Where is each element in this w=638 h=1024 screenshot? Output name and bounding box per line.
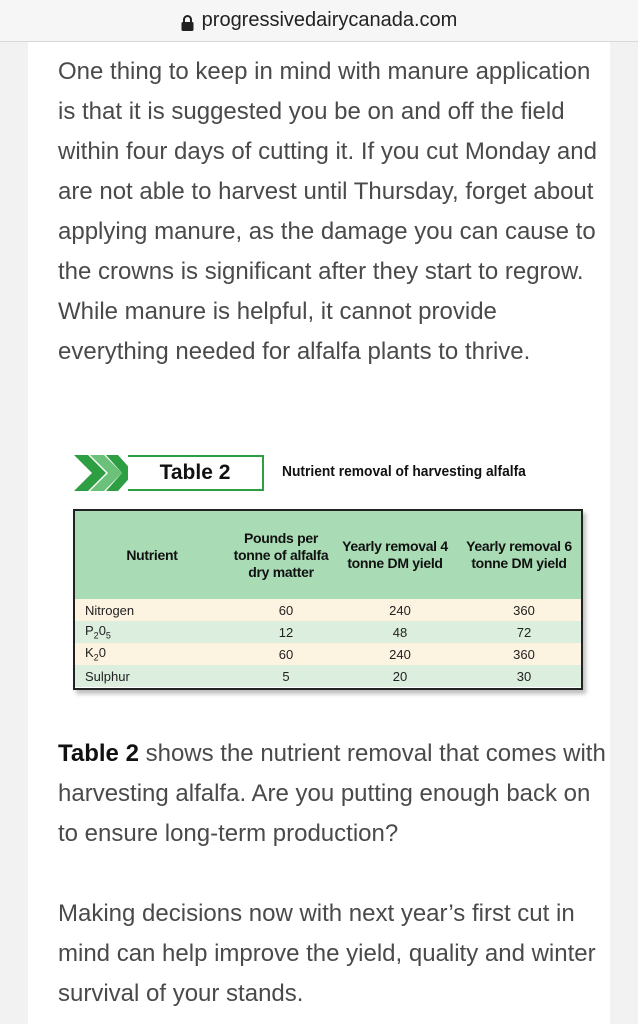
article-paragraph-3: Making decisions now with next year’s first cut in mind can help improve the yield, quality and winter survival of your stands. (58, 900, 596, 1007)
nutrient-name-mid: 0 (98, 623, 106, 639)
yield-4-value: 240 (333, 643, 457, 665)
nutrient-name (75, 643, 229, 665)
yield-6-value: 360 (457, 599, 581, 621)
nutrient-name-sub: 2 (93, 652, 99, 663)
yield-6-value: 72 (457, 621, 581, 643)
article-paragraph-1: One thing to keep in mind with manure application is that it is suggested you be on and off the field within four days of cutting it. If you cut Monday and are not able to harvest until Thursday, forget about applying manure, as the damage you can cause to the crowns is significant after they start to regrow. While manure is helpful, it cannot provide everything needed for alfalfa plants to thrive. (58, 58, 597, 365)
nutrient-name-sub: 2 (93, 630, 99, 641)
table-number-label: Table 2 (128, 455, 264, 491)
article-content (28, 42, 610, 1024)
table-row (75, 643, 581, 665)
table-row (75, 621, 581, 643)
per-tonne-value: 60 (229, 599, 333, 621)
nutrient-table (73, 509, 583, 690)
column-header-yield-4: Yearly removal 4 tonne DM yield (333, 511, 457, 599)
yield-4-value: 20 (333, 665, 457, 687)
nutrient-name (75, 621, 229, 643)
table-reference: Table 2 (58, 740, 139, 767)
lock-icon (181, 14, 194, 30)
nutrient-name: Sulphur (75, 665, 229, 687)
nutrient-name: Nitrogen (75, 599, 229, 621)
table-row (75, 665, 581, 687)
paragraph-2-text: shows the nutrient removal that comes with harvesting alfalfa. Are you putting enough back on to ensure long-term production? (58, 740, 606, 847)
article-paragraph-2 (58, 734, 608, 854)
page-gutter-right (610, 42, 638, 1024)
column-header-per-tonne: Pounds per tonne of alfalfa dry matter (229, 511, 333, 599)
url-text[interactable]: progressivedairycanada.com (201, 9, 458, 31)
table-row (75, 599, 581, 621)
address-bar[interactable] (0, 0, 638, 42)
per-tonne-value: 5 (229, 665, 333, 687)
nutrient-name-main: K (85, 645, 94, 661)
nutrient-name-sub: 5 (105, 630, 111, 641)
per-tonne-value: 12 (229, 621, 333, 643)
column-header-yield-6: Yearly removal 6 tonne DM yield (457, 511, 581, 599)
chevron-arrows-icon (74, 455, 134, 491)
yield-4-value: 240 (333, 599, 457, 621)
nutrient-name-main: P (85, 623, 94, 639)
per-tonne-value: 60 (229, 643, 333, 665)
column-header-nutrient: Nutrient (75, 511, 229, 599)
yield-6-value: 30 (457, 665, 581, 687)
table-figure-header (74, 454, 544, 492)
page-gutter-left (0, 42, 28, 1024)
nutrient-name-mid: 0 (98, 645, 106, 661)
table-caption: Nutrient removal of harvesting alfalfa (282, 463, 526, 480)
yield-4-value: 48 (333, 621, 457, 643)
yield-6-value: 360 (457, 643, 581, 665)
table-header-row (75, 511, 581, 599)
